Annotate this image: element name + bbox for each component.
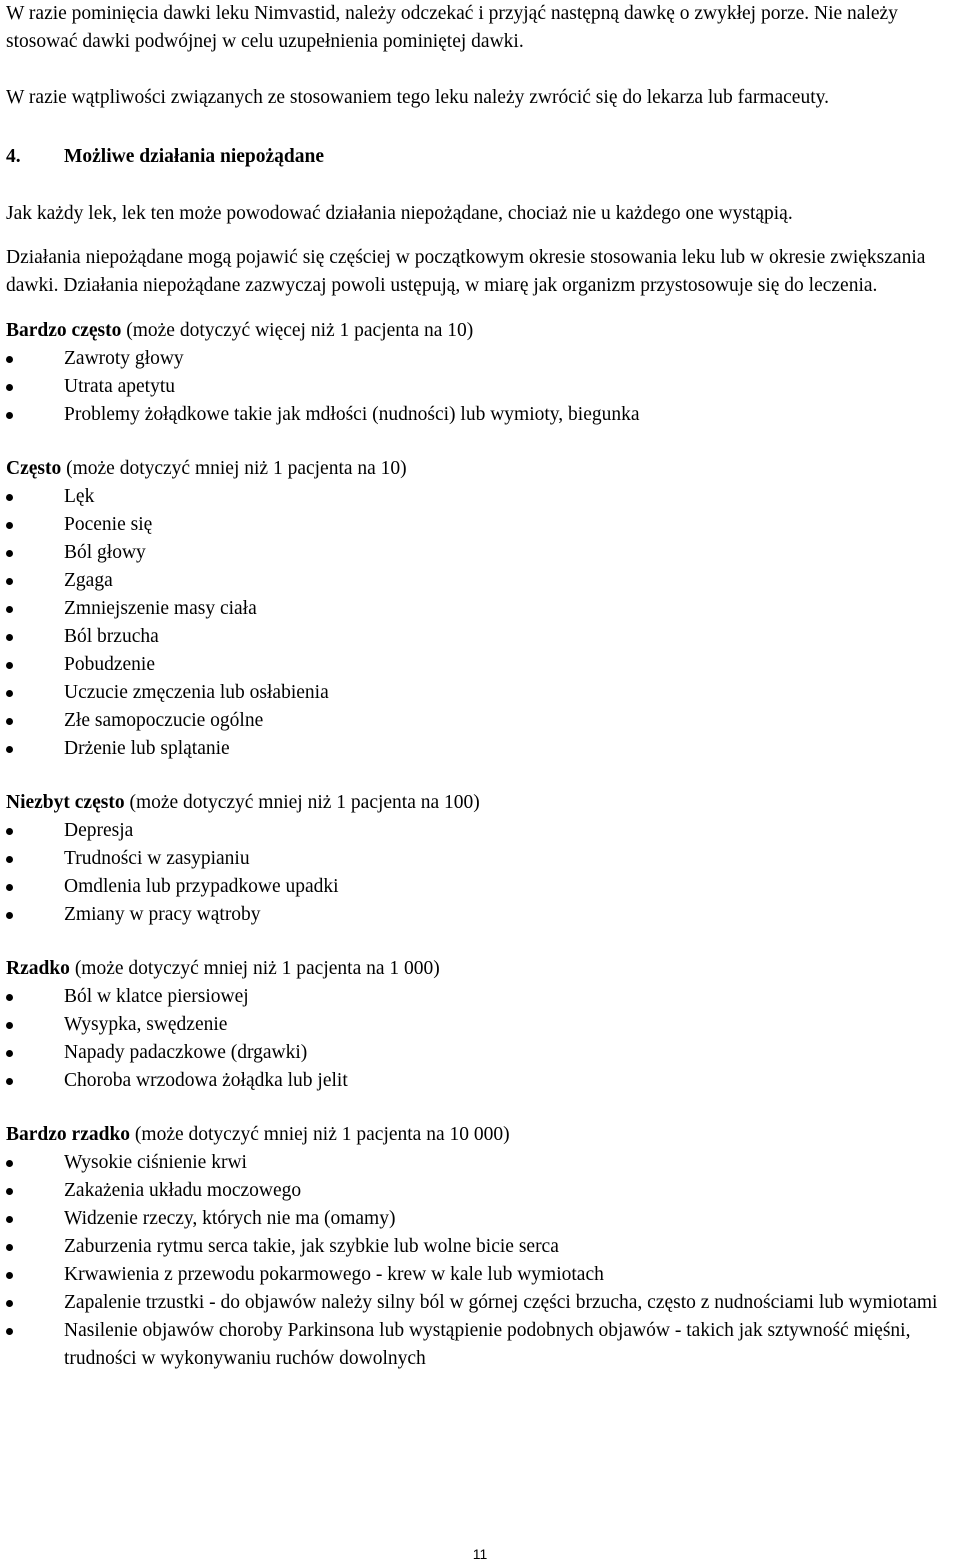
bullet-icon — [6, 1216, 13, 1223]
category-name: Często — [6, 458, 62, 479]
bullet-icon — [6, 550, 13, 557]
frequency-category — [6, 789, 956, 929]
bullet-icon — [6, 828, 13, 835]
list-item: Pobudzenie — [6, 651, 956, 679]
bullet-icon — [6, 746, 13, 753]
bullet-icon — [6, 1022, 13, 1029]
list-item: Zmiany w pracy wątroby — [6, 901, 956, 929]
list-item: Wysypka, swędzenie — [6, 1011, 956, 1039]
list-item: Uczucie zmęczenia lub osłabienia — [6, 679, 956, 707]
frequency-category — [6, 1121, 956, 1373]
missed-dose-paragraph: W razie pominięcia dawki leku Nimvastid, należy odczekać i przyjąć następną dawkę o zwykłej porze. Nie należy stosować dawki podwójnej w celu uzupełnienia pominiętej dawki. — [6, 3, 898, 52]
list-item: Zakażenia układu moczowego — [6, 1177, 956, 1205]
bullet-icon — [6, 1188, 13, 1195]
category-qualifier: (może dotyczyć mniej niż 1 pacjenta na 100) — [129, 792, 480, 813]
bullet-icon — [6, 1244, 13, 1251]
list-item: Zmniejszenie masy ciała — [6, 595, 956, 623]
side-effects-list — [6, 983, 956, 1095]
list-item: Nasilenie objawów choroby Parkinsona lub wystąpienie podobnych objawów - takich jak sztywność mięśni, trudności w wykonywaniu ruchów dowolnych — [6, 1317, 956, 1373]
bullet-icon — [6, 856, 13, 863]
side-effects-onset: Działania niepożądane mogą pojawić się częściej w początkowym okresie stosowania leku lub w okresie zwiększania dawki. Działania niepożądane zazwyczaj powoli ustępują, w miarę jak organizm przystosowuje się do leczenia. — [6, 247, 926, 296]
category-heading — [6, 317, 956, 345]
frequency-category — [6, 955, 956, 1095]
bullet-icon — [6, 1272, 13, 1279]
list-item: Ból w klatce piersiowej — [6, 983, 956, 1011]
section-title: Możliwe działania niepożądane — [64, 146, 324, 167]
frequency-category — [6, 317, 956, 429]
section-number: 4. — [6, 146, 21, 167]
category-heading — [6, 1121, 956, 1149]
bullet-icon — [6, 1160, 13, 1167]
bullet-icon — [6, 1078, 13, 1085]
category-name: Niezbyt często — [6, 792, 125, 813]
bullet-icon — [6, 718, 13, 725]
side-effects-intro: Jak każdy lek, lek ten może powodować działania niepożądane, chociaż nie u każdego one wystąpią. — [6, 203, 793, 224]
bullet-icon — [6, 1300, 13, 1307]
bullet-icon — [6, 578, 13, 585]
category-heading — [6, 955, 956, 983]
category-qualifier: (może dotyczyć więcej niż 1 pacjenta na 10) — [126, 320, 474, 341]
category-qualifier: (może dotyczyć mniej niż 1 pacjenta na 1 000) — [74, 958, 440, 979]
bullet-icon — [6, 1328, 13, 1335]
list-item: Depresja — [6, 817, 956, 845]
bullet-icon — [6, 522, 13, 529]
category-qualifier: (może dotyczyć mniej niż 1 pacjenta na 10) — [66, 458, 407, 479]
list-item: Krwawienia z przewodu pokarmowego - krew w kale lub wymiotach — [6, 1261, 956, 1289]
list-item: Wysokie ciśnienie krwi — [6, 1149, 956, 1177]
category-name: Bardzo rzadko — [6, 1124, 131, 1145]
bullet-icon — [6, 606, 13, 613]
list-item: Ból brzucha — [6, 623, 956, 651]
page-number: 11 — [472, 1546, 488, 1562]
category-heading — [6, 789, 956, 817]
list-item: Lęk — [6, 483, 956, 511]
bullet-icon — [6, 384, 13, 391]
bullet-icon — [6, 994, 13, 1001]
side-effects-list — [6, 483, 956, 763]
bullet-icon — [6, 662, 13, 669]
bullet-icon — [6, 912, 13, 919]
side-effects-list — [6, 817, 956, 929]
section-heading — [6, 143, 956, 171]
category-name: Rzadko — [6, 958, 70, 979]
category-heading — [6, 455, 956, 483]
frequency-category — [6, 455, 956, 763]
bullet-icon — [6, 884, 13, 891]
bullet-icon — [6, 690, 13, 697]
list-item: Napady padaczkowe (drgawki) — [6, 1039, 956, 1067]
bullet-icon — [6, 412, 13, 419]
bullet-icon — [6, 494, 13, 501]
list-item: Ból głowy — [6, 539, 956, 567]
bullet-icon — [6, 356, 13, 363]
category-name: Bardzo często — [6, 320, 122, 341]
list-item: Zawroty głowy — [6, 345, 956, 373]
list-item: Trudności w zasypianiu — [6, 845, 956, 873]
category-qualifier: (może dotyczyć mniej niż 1 pacjenta na 10 000) — [134, 1124, 510, 1145]
list-item: Zaburzenia rytmu serca takie, jak szybkie lub wolne bicie serca — [6, 1233, 956, 1261]
bullet-icon — [6, 1050, 13, 1057]
list-item: Choroba wrzodowa żołądka lub jelit — [6, 1067, 956, 1095]
list-item: Drżenie lub splątanie — [6, 735, 956, 763]
list-item: Omdlenia lub przypadkowe upadki — [6, 873, 956, 901]
list-item: Widzenie rzeczy, których nie ma (omamy) — [6, 1205, 956, 1233]
list-item: Problemy żołądkowe takie jak mdłości (nudności) lub wymioty, biegunka — [6, 401, 956, 429]
list-item: Zgaga — [6, 567, 956, 595]
side-effects-list — [6, 1149, 956, 1373]
bullet-icon — [6, 634, 13, 641]
list-item: Utrata apetytu — [6, 373, 956, 401]
list-item: Zapalenie trzustki - do objawów należy silny ból w górnej części brzucha, często z nudnościami lub wymiotami — [6, 1289, 956, 1317]
side-effects-list — [6, 345, 956, 429]
list-item: Złe samopoczucie ogólne — [6, 707, 956, 735]
doubts-paragraph: W razie wątpliwości związanych ze stosowaniem tego leku należy zwrócić się do lekarza lub farmaceuty. — [6, 87, 829, 108]
document-page — [6, 0, 956, 1373]
list-item: Pocenie się — [6, 511, 956, 539]
